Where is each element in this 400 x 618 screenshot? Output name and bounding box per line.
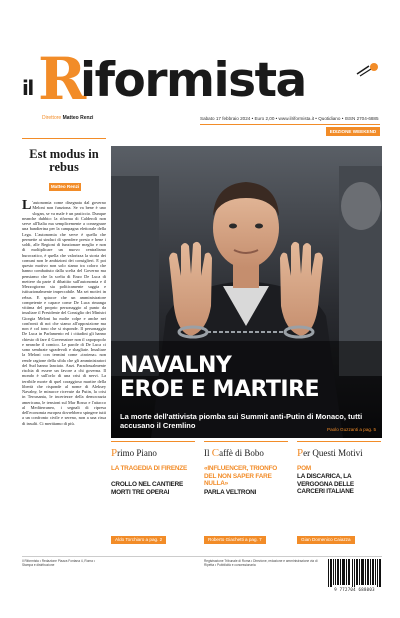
main-deck: La morte dell'attivista piomba sui Summit anti-Putin di Monaco, tutti accusano il Cremlino xyxy=(120,412,363,430)
teaser-author-tag: Roberto Giachetti a pag. 7 xyxy=(204,536,266,544)
logo-comet-icon xyxy=(355,62,379,78)
logo-initial: R xyxy=(38,45,85,113)
teaser-caffe-di-bobo[interactable] xyxy=(204,441,288,546)
teaser-label xyxy=(111,447,157,459)
teaser-author-tag: Aldo Torchiaro a pag. 2 xyxy=(111,536,166,544)
main-headline-line2: EROE E MARTIRE xyxy=(120,377,320,402)
masthead xyxy=(22,45,382,124)
main-story-author[interactable]: Paolo Guzzanti a pag. 5 xyxy=(327,427,377,432)
main-headline[interactable] xyxy=(120,354,378,402)
logo-wordmark: iformista xyxy=(80,53,306,108)
teaser-headline: PARLA VELTRONI xyxy=(204,489,257,496)
teaser-label-rest: affè di Bobo xyxy=(219,448,264,458)
main-headline-line1: NAVALNY xyxy=(120,353,232,378)
teaser-label-prefix: Il xyxy=(204,448,212,458)
director-label: Direttore xyxy=(42,115,62,121)
editorial-text: 'autonomia come disegnata dal governo Meloni non funziona. Se va bene è uno slogan, se va male è un pasticcio. Dunque neanche dubbio: la riforma di Calderoli non serve all'Italia ma semplicemente a consegnare una bandierina per la campagna elettorale della Lega. L'autonomia che serve è quella che permette ai sindaci di spendere presto e bene i soldi, alle Regioni di funzionare meglio e non di moltiplicare un nuovo centralismo burocratico, è quella che valorizza la storia dei comuni non le ambizioni dei consiglieri. E poi questo motivo non solo siamo tra coloro che hanno combattuto dalla scelta del Governo ma pensiamo che la scelta di Enzo De Luca di mettere da parte il dibattito sull'autonomia e il Mezzogiorno sia politicamente saggia e istituzionalmente impeccabile. Ma sei motivi in rebus. E spiacce che un amministratore competente e capace come De Luca rimanga vittima del proprio personaggio al punto da insultare il Presidente del Consiglio dei Ministri Giorgia Meloni ha molte colpe e anche nei confronti di noi che siamo all'opposizione ma non è col tono che si risponde. Il personaggio De Luca in Parlamento ed i cittadini gli hanno chiesto di fare il Governatore non il capopopolo e neanche il comico. Le parole di De Luca ci sono sembrate sgradevoli e sbagliate. Insultare la Meloni con termini come «troiena» non rende ragione della sfida che gli amministratori del Sud hanno lanciato. Anzi. Paradossalmente rischia di essere un favore a chi governa. Il mondo è sull'orlo di una crisi di nervi. La terribile morte di quel coraggioso martire della libertà che risponde al nome di Aleksey Navalny, le minacce ricevute da Putin, la crisi in Terrasanta, le incertezze della democrazia americana, le tensioni sul Mar Rosso e l'attacco al Mediterraneo, i segnali di ripresa dell'economia europea dovrebbero spingere tutti a un confronto civile e sereno, non a una rissa di insulti. Ci meritiamo di più. xyxy=(22,200,106,426)
editorial-dropcap: L xyxy=(22,200,32,213)
director-credit xyxy=(42,115,93,121)
teaser-headline: CROLLO NEL CANTIERE MORTI TRE OPERAI xyxy=(111,481,184,496)
director-name: Matteo Renzi xyxy=(62,115,94,121)
barcode-icon xyxy=(327,559,382,587)
teaser-author-tag: Gian Domenico Caiazza xyxy=(297,536,355,544)
teaser-label-rest: rimo Piano xyxy=(117,448,157,458)
teaser-label xyxy=(297,447,363,459)
barcode-number: 9 772704 688003 xyxy=(334,587,375,592)
teaser-primo-piano[interactable] xyxy=(111,441,195,546)
teaser-rule xyxy=(204,441,288,442)
logo-prefix: il xyxy=(22,76,33,100)
editorial-author-badge: Matteo Renzi xyxy=(50,184,80,189)
teaser-label-initial: P xyxy=(297,447,304,459)
editorial-body xyxy=(22,200,106,554)
teaser-label-initial: P xyxy=(111,447,118,459)
editorial-rule xyxy=(22,138,106,139)
editorial-title[interactable]: Est modus in rebus xyxy=(29,147,99,174)
teaser-per-questi-motivi[interactable] xyxy=(297,441,381,546)
dateline-rule xyxy=(200,124,380,125)
teaser-label-rest: er Questi Motivi xyxy=(303,448,363,458)
teaser-rule xyxy=(297,441,381,442)
teaser-label xyxy=(204,447,264,459)
teaser-subhead: LA TRAGEDIA DI FIRENZE xyxy=(111,465,188,472)
footer-rule xyxy=(22,556,382,557)
edition-badge: EDIZIONE WEEKEND xyxy=(326,127,380,136)
dateline: Sabato 17 febbraio 2024 • Euro 2,00 • www.ilriformista.it • Quotidiano • ISSN 2704-6885 xyxy=(200,116,379,121)
teaser-headline: LA DISCARICA, LA VERGOGNA DELLE CARCERI ITALIANE xyxy=(297,473,354,496)
teaser-subhead: POM xyxy=(297,465,311,472)
teaser-subhead: «INFLUENCER, TRIONFO DEL NON SAPER FARE NULLA» xyxy=(204,465,278,488)
teaser-label-initial: C xyxy=(211,447,220,459)
teaser-rule xyxy=(111,441,195,442)
footer-colophon: Il Riformista • Redazione Piazza Fontana 4, Roma • Stampa e distribuzione xyxy=(22,559,95,568)
footer-legal: Registrazione Tribunale di Roma • Direzione, redazione e amministrazione via di Ripetta • Pubblicità e concessionaria xyxy=(204,559,318,568)
